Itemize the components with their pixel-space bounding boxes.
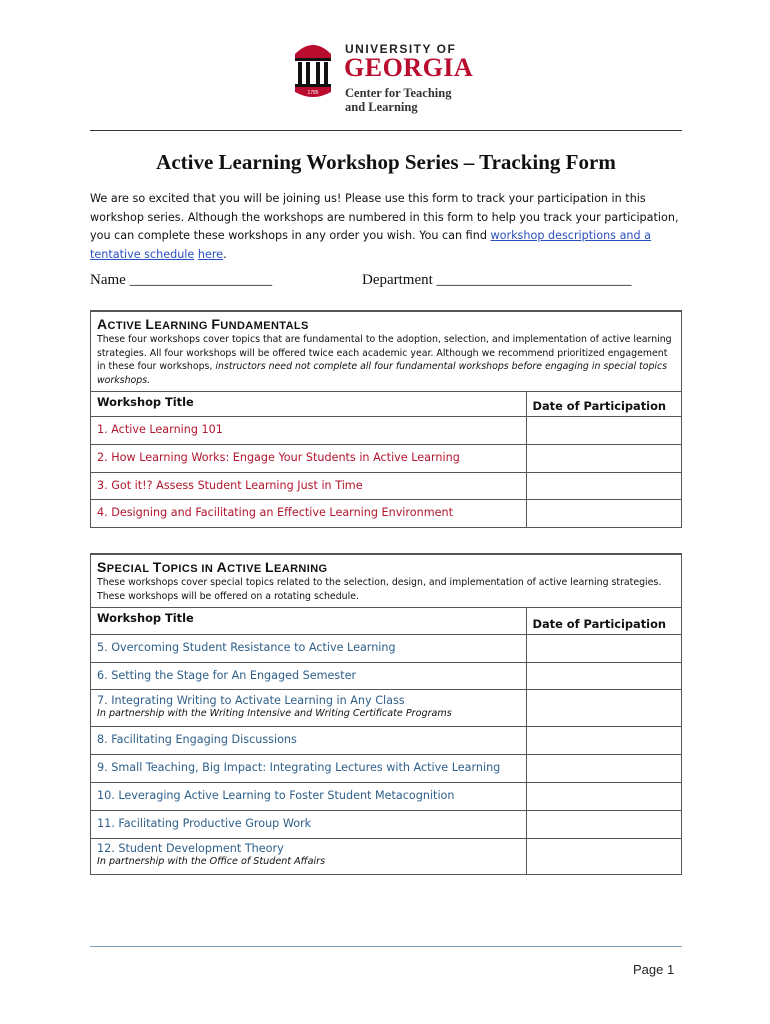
table-row <box>91 689 681 726</box>
workshop-4-title: 4. Designing and Facilitating an Effective Learning Environment <box>91 499 526 527</box>
table-row <box>91 726 681 754</box>
uga-logo <box>293 38 493 118</box>
table-row <box>91 838 681 874</box>
workshop-11-date-cell[interactable] <box>526 810 681 838</box>
fundamentals-title: ACTIVE LEARNING FUNDAMENTALS <box>97 316 309 332</box>
col-workshop-title: Workshop Title <box>97 395 194 410</box>
workshop-5-date-cell[interactable] <box>526 634 681 662</box>
fundamentals-description-italic: instructors need not complete all four fundamental workshops before engaging in special topics workshops. <box>97 361 668 386</box>
table-row <box>91 782 681 810</box>
workshop-8-date-cell[interactable] <box>526 726 681 754</box>
table-header-row <box>91 392 681 416</box>
fundamentals-header <box>91 312 681 392</box>
special-topics-header <box>91 555 681 608</box>
workshop-11-title: 11. Facilitating Productive Group Work <box>91 810 526 838</box>
workshop-1-date-cell[interactable] <box>526 416 681 444</box>
logo-center-line2: and Learning <box>345 100 418 114</box>
col-date-of-participation: Date of Participation <box>526 608 681 634</box>
here-link[interactable]: here <box>197 247 224 261</box>
table-row <box>91 662 681 689</box>
workshop-9-title: 9. Small Teaching, Big Impact: Integrating Lectures with Active Learning <box>91 754 526 782</box>
workshop-12-cell <box>91 838 526 874</box>
workshop-7-cell <box>91 689 526 726</box>
workshop-12-title: 12. Student Development Theory <box>97 841 284 855</box>
col-date-of-participation: Date of Participation <box>526 392 681 416</box>
intro-text: We are so excited that you will be joining us! Please use this form to track your participation in this workshop series. Although the workshops are numbered in this form to help you track your participation, you can complete these workshops in any order you wish. You can find <box>90 192 679 242</box>
workshop-9-date-cell[interactable] <box>526 754 681 782</box>
table-row <box>91 754 681 782</box>
workshop-6-date-cell[interactable] <box>526 662 681 689</box>
workshop-4-date-cell[interactable] <box>526 499 681 527</box>
special-topics-section <box>90 553 682 875</box>
workshop-3-title: 3. Got it!? Assess Student Learning Just in Time <box>91 472 526 499</box>
table-row <box>91 472 681 499</box>
intro-paragraph <box>90 190 682 264</box>
logo-year: 1785 <box>307 90 319 96</box>
fundamentals-section <box>90 310 682 528</box>
workshop-descriptions-link[interactable]: workshop descriptions and a tentative schedule <box>90 229 652 261</box>
table-row <box>91 499 681 527</box>
workshop-5-title: 5. Overcoming Student Resistance to Active Learning <box>91 634 526 662</box>
workshop-1-title: 1. Active Learning 101 <box>91 416 526 444</box>
special-topics-table <box>91 608 681 874</box>
workshop-2-title: 2. How Learning Works: Engage Your Students in Active Learning <box>91 444 526 472</box>
workshop-10-date-cell[interactable] <box>526 782 681 810</box>
logo-center-line1: Center for Teaching <box>345 86 452 100</box>
logo-center-name <box>345 86 451 114</box>
arch-logo-icon <box>293 38 333 100</box>
workshop-3-date-cell[interactable] <box>526 472 681 499</box>
workshop-12-note: In partnership with the Office of Student Affairs <box>97 855 326 867</box>
special-topics-title: SPECIAL TOPICS IN ACTIVE LEARNING <box>97 559 328 575</box>
table-row <box>91 810 681 838</box>
workshop-8-title: 8. Facilitating Engaging Discussions <box>91 726 526 754</box>
fundamentals-description: These four workshops cover topics that are fundamental to the adoption, selection, and implementation of active learning strategies. All four workshops will be offered twice each academic year. Although we recommend prioritized engagement in these four workshops, instructors need not complete all four fundamental workshops before engaging in special topics workshops. <box>97 334 672 386</box>
fundamentals-table <box>91 392 681 527</box>
table-header-row <box>91 608 681 634</box>
workshop-6-title: 6. Setting the Stage for An Engaged Semester <box>91 662 526 689</box>
header-divider <box>90 130 682 131</box>
table-row <box>91 444 681 472</box>
intro-end: . <box>223 247 227 261</box>
workshop-7-date-cell[interactable] <box>526 689 681 726</box>
col-workshop-title: Workshop Title <box>97 611 194 626</box>
table-row <box>91 416 681 444</box>
workshop-7-title: 7. Integrating Writing to Activate Learning in Any Class <box>97 693 405 707</box>
workshop-2-date-cell[interactable] <box>526 444 681 472</box>
workshop-7-note: In partnership with the Writing Intensive and Writing Certificate Programs <box>97 707 452 719</box>
table-row <box>91 634 681 662</box>
page-title: Active Learning Workshop Series – Tracking Form <box>156 150 616 174</box>
workshop-12-date-cell[interactable] <box>526 838 681 874</box>
footer-divider <box>90 946 682 947</box>
department-field[interactable]: Department __________________________ <box>362 272 632 288</box>
logo-university-of: UNIVERSITY OF <box>345 42 457 56</box>
workshop-10-title: 10. Leveraging Active Learning to Foster Student Metacognition <box>91 782 526 810</box>
special-topics-description: These workshops cover special topics related to the selection, design, and implementation of active learning strategies. These workshops will be offered on a rotating schedule. <box>97 577 662 602</box>
page-number: Page 1 <box>633 962 675 977</box>
name-field[interactable]: Name ___________________ <box>90 272 273 288</box>
logo-georgia: GEORGIA <box>344 53 474 82</box>
